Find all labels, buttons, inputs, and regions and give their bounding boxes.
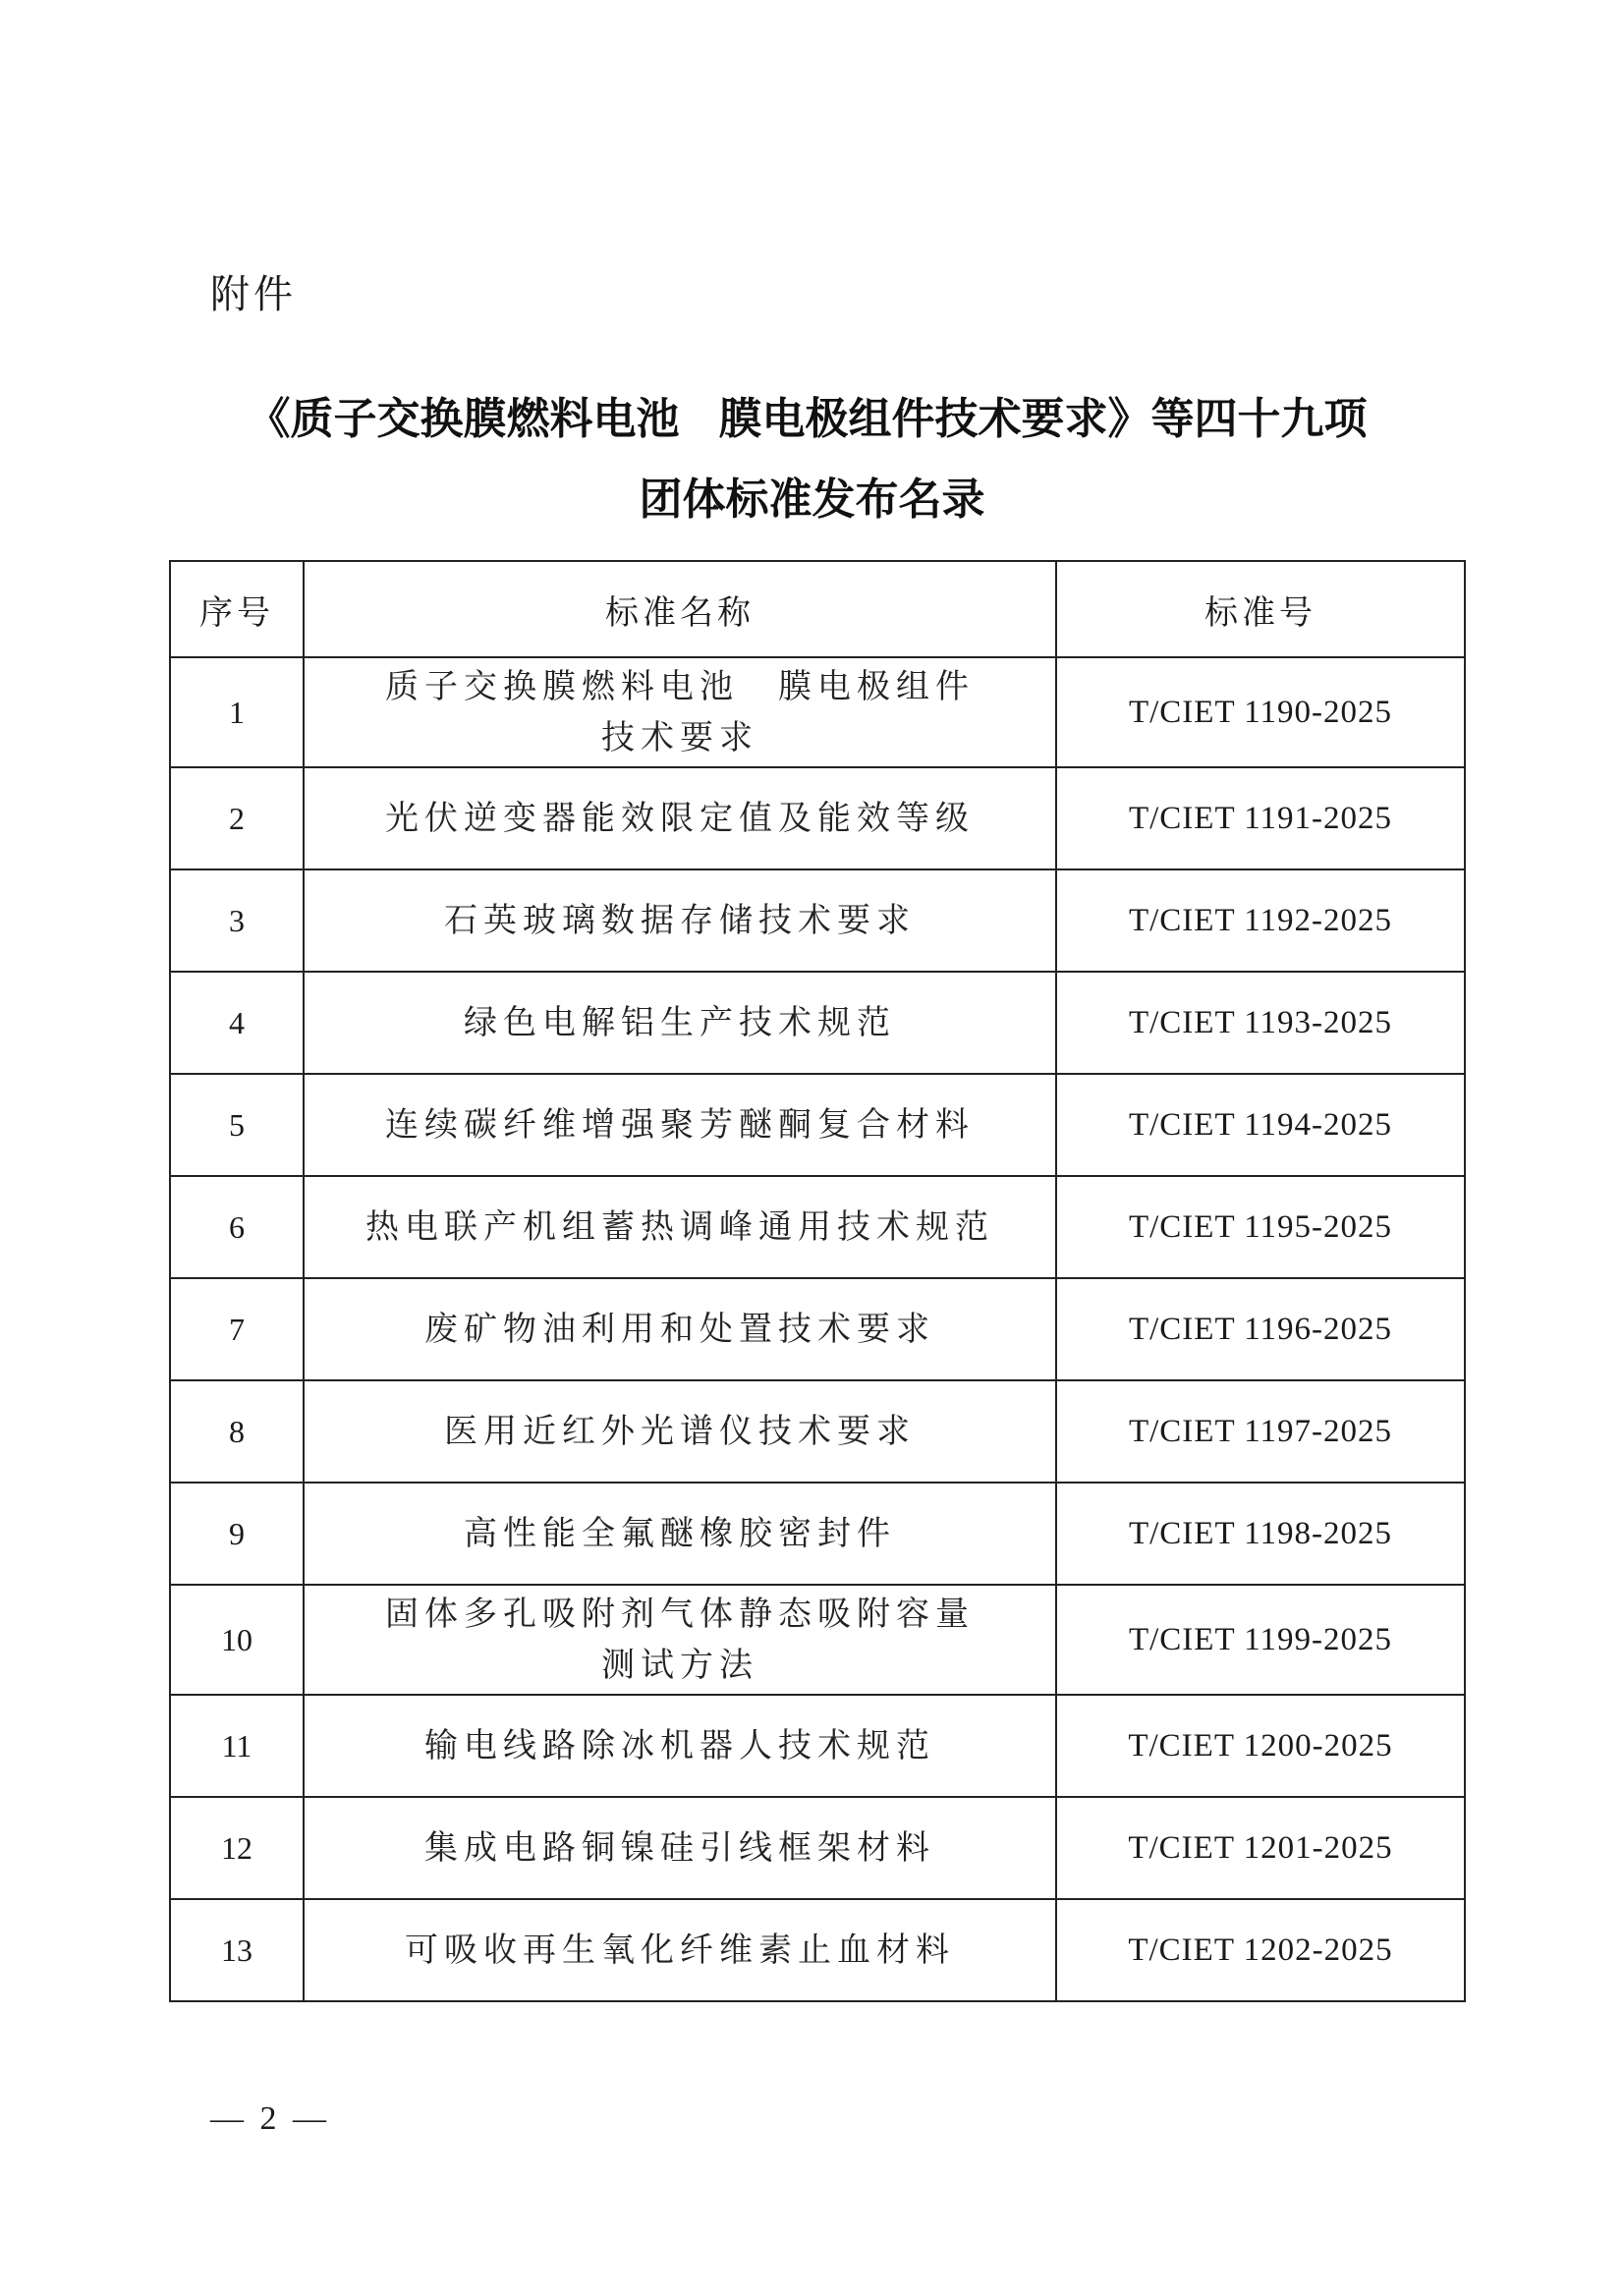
row-standard-code: T/CIET 1194-2025 — [1056, 1074, 1465, 1176]
row-seq: 4 — [170, 972, 304, 1074]
row-seq: 13 — [170, 1899, 304, 2001]
document-title-line-1 — [0, 383, 1624, 446]
standard-name-line: 连续碳纤维增强聚芳醚酮复合材料 — [385, 1105, 975, 1145]
table-row — [170, 657, 1465, 767]
row-seq: 2 — [170, 767, 304, 869]
row-standard-code: T/CIET 1202-2025 — [1056, 1899, 1465, 2001]
row-seq: 5 — [170, 1074, 304, 1176]
row-standard-code: T/CIET 1196-2025 — [1056, 1278, 1465, 1380]
standard-name-line: 集成电路铜镍硅引线框架材料 — [424, 1828, 935, 1868]
row-standard-name — [304, 1074, 1056, 1176]
row-standard-name — [304, 1278, 1056, 1380]
table-row — [170, 1074, 1465, 1176]
document-title-part-2: 膜电极组件技术要求》等四十九项 — [718, 394, 1368, 444]
row-standard-name — [304, 972, 1056, 1074]
standard-name-line: 石英玻璃数据存储技术要求 — [444, 901, 916, 940]
row-seq: 10 — [170, 1585, 304, 1695]
standard-name-line: 绿色电解铝生产技术规范 — [464, 1003, 896, 1042]
row-seq: 8 — [170, 1380, 304, 1483]
table-row — [170, 1797, 1465, 1899]
row-seq: 12 — [170, 1797, 304, 1899]
row-standard-code: T/CIET 1195-2025 — [1056, 1176, 1465, 1278]
row-standard-name — [304, 767, 1056, 869]
row-standard-name — [304, 657, 1056, 767]
standard-name-line: 废矿物油利用和处置技术要求 — [424, 1310, 935, 1349]
row-seq: 9 — [170, 1483, 304, 1585]
standard-name-line: 质子交换膜燃料电池 膜电极组件 — [385, 667, 975, 706]
row-standard-code: T/CIET 1191-2025 — [1056, 767, 1465, 869]
row-standard-name — [304, 1899, 1056, 2001]
table-body — [170, 657, 1465, 2001]
row-standard-code: T/CIET 1198-2025 — [1056, 1483, 1465, 1585]
standard-name-line: 技术要求 — [601, 718, 758, 757]
table-row — [170, 1380, 1465, 1483]
standard-name-line: 输电线路除冰机器人技术规范 — [424, 1726, 935, 1765]
standards-table — [169, 560, 1466, 2002]
standard-name-line: 可吸收再生氧化纤维素止血材料 — [405, 1931, 955, 1970]
table-row — [170, 869, 1465, 972]
row-seq: 1 — [170, 657, 304, 767]
row-standard-code: T/CIET 1193-2025 — [1056, 972, 1465, 1074]
table-row — [170, 767, 1465, 869]
standard-name-line: 光伏逆变器能效限定值及能效等级 — [385, 799, 975, 838]
row-standard-code: T/CIET 1197-2025 — [1056, 1380, 1465, 1483]
row-standard-name — [304, 1797, 1056, 1899]
document-title-line-2: 团体标准发布名录 — [639, 475, 985, 525]
header-seq: 序号 — [170, 561, 304, 657]
row-standard-code: T/CIET 1200-2025 — [1056, 1695, 1465, 1797]
row-standard-name — [304, 869, 1056, 972]
standard-name-line: 高性能全氟醚橡胶密封件 — [464, 1514, 896, 1553]
header-name: 标准名称 — [304, 561, 1056, 657]
row-standard-code: T/CIET 1201-2025 — [1056, 1797, 1465, 1899]
row-standard-code: T/CIET 1199-2025 — [1056, 1585, 1465, 1695]
table-row — [170, 1176, 1465, 1278]
table-row — [170, 1899, 1465, 2001]
row-standard-name — [304, 1176, 1056, 1278]
table-row — [170, 1585, 1465, 1695]
row-seq: 6 — [170, 1176, 304, 1278]
table-header-row — [170, 561, 1465, 657]
table-row — [170, 1695, 1465, 1797]
document-title-part-1: 《质子交换膜燃料电池 — [247, 394, 680, 444]
row-seq: 11 — [170, 1695, 304, 1797]
row-standard-name — [304, 1483, 1056, 1585]
header-code: 标准号 — [1056, 561, 1465, 657]
row-standard-code: T/CIET 1192-2025 — [1056, 869, 1465, 972]
row-seq: 7 — [170, 1278, 304, 1380]
attachment-label: 附件 — [210, 272, 297, 317]
row-seq: 3 — [170, 869, 304, 972]
standard-name-line: 固体多孔吸附剂气体静态吸附容量 — [385, 1595, 975, 1634]
table-row — [170, 1278, 1465, 1380]
row-standard-name — [304, 1695, 1056, 1797]
row-standard-code: T/CIET 1190-2025 — [1056, 657, 1465, 767]
row-standard-name — [304, 1585, 1056, 1695]
row-standard-name — [304, 1380, 1056, 1483]
standard-name-line: 热电联产机组蓄热调峰通用技术规范 — [365, 1207, 994, 1247]
table-row — [170, 972, 1465, 1074]
standard-name-line: 测试方法 — [601, 1646, 758, 1685]
page-number: — 2 — — [210, 2100, 330, 2137]
standard-name-line: 医用近红外光谱仪技术要求 — [444, 1412, 916, 1451]
table-row — [170, 1483, 1465, 1585]
